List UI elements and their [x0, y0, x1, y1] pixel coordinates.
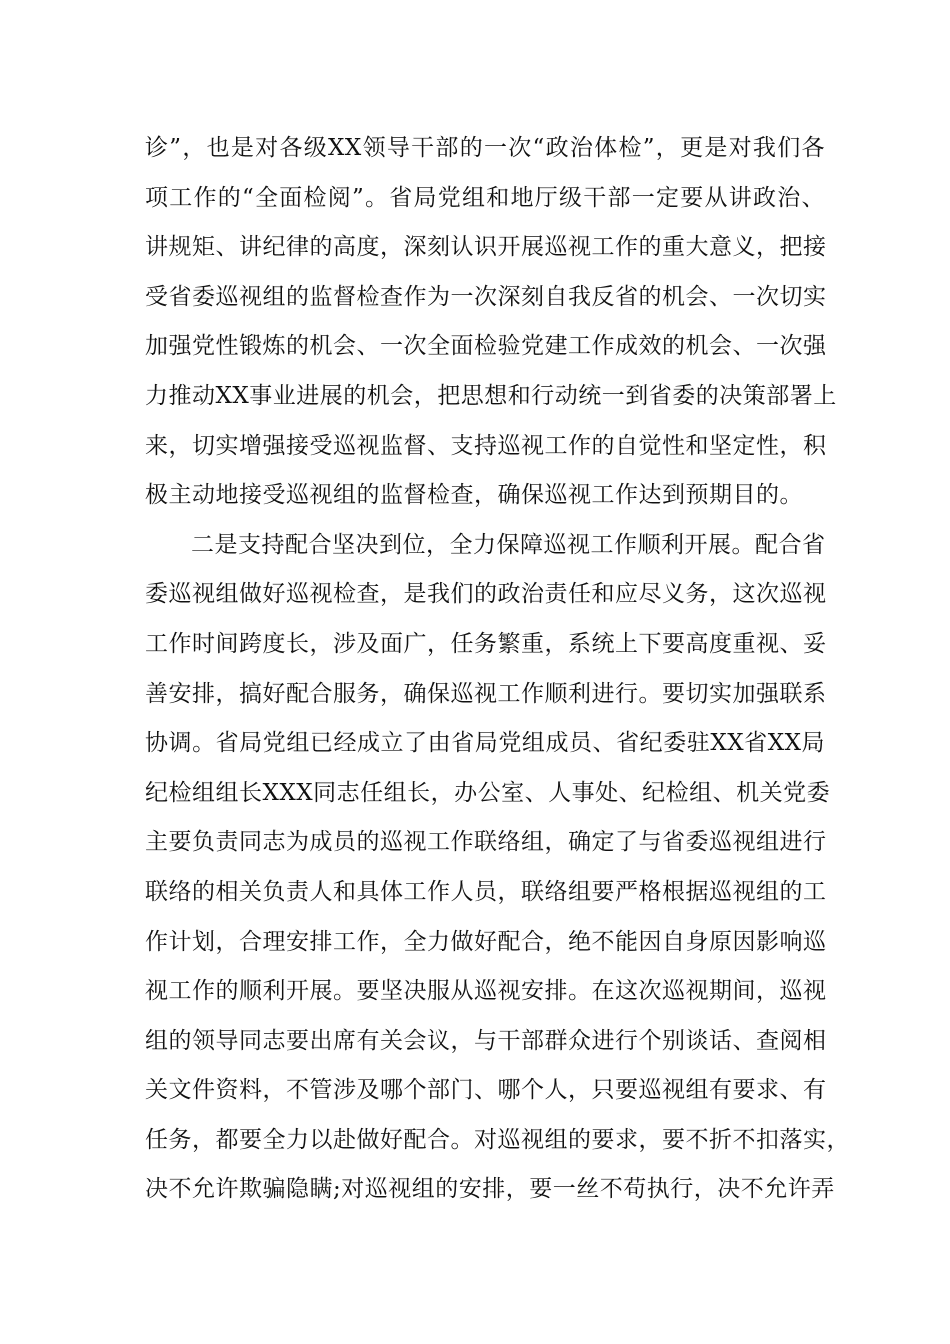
text-line: 委巡视组做好巡视检查，是我们的政治责任和应尽义务，这次巡视 — [145, 581, 827, 608]
text-line: 作计划，合理安排工作，全力做好配合，绝不能因自身原因影响巡 — [145, 928, 827, 955]
text-line: 善安排，搞好配合服务，确保巡视工作顺利进行。要切实加强联系 — [145, 680, 827, 707]
text-line: 决不允许欺骗隐瞒;对巡视组的安排，要一丝不苟执行，决不允许弄 — [145, 1176, 835, 1203]
text-line: 主要负责同志为成员的巡视工作联络组，确定了与省委巡视组进行 — [145, 829, 827, 856]
text-line: 来，切实增强接受巡视监督、支持巡视工作的自觉性和坚定性，积 — [145, 432, 827, 459]
text-line: 诊”，也是对各级XX领导干部的一次“政治体检”，更是对我们各 — [145, 135, 825, 161]
text-line: 组的领导同志要出席有关会议，与干部群众进行个别谈话、查阅相 — [145, 1027, 827, 1054]
text-line: 讲规矩、讲纪律的高度，深刻认识开展巡视工作的重大意义，把接 — [145, 234, 827, 261]
text-line: 任务，都要全力以赴做好配合。对巡视组的要求，要不折不扣落实， — [145, 1126, 850, 1153]
text-line: 极主动地接受巡视组的监督检查，确保巡视工作达到预期目的。 — [145, 482, 803, 509]
text-line: 视工作的顺利开展。要坚决服从巡视安排。在这次巡视期间，巡视 — [145, 978, 827, 1005]
text-line: 协调。省局党组已经成立了由省局党组成员、省纪委驻XX省XX局 — [145, 730, 825, 757]
body-text — [145, 124, 850, 1215]
text-line: 力推动XX事业进展的机会，把思想和行动统一到省委的决策部署上 — [145, 382, 837, 409]
paragraph-first-line: 二是支持配合坚决到位，全力保障巡视工作顺利开展。配合省 — [191, 531, 826, 558]
text-line: 纪检组组长XXX同志任组长，办公室、人事处、纪检组、机关党委 — [145, 779, 831, 806]
text-line: 受省委巡视组的监督检查作为一次深刻自我反省的机会、一次切实 — [145, 283, 827, 310]
text-line: 关文件资料，不管涉及哪个部门、哪个人，只要巡视组有要求、有 — [145, 1077, 827, 1104]
text-line: 项工作的“全面检阅”。省局党组和地厅级干部一定要从讲政治、 — [145, 184, 825, 211]
text-line: 工作时间跨度长，涉及面广，任务繁重，系统上下要高度重视、妥 — [145, 630, 827, 657]
text-line: 加强党性锻炼的机会、一次全面检验党建工作成效的机会、一次强 — [145, 333, 827, 360]
text-line: 联络的相关负责人和具体工作人员，联络组要严格根据巡视组的工 — [145, 878, 827, 905]
